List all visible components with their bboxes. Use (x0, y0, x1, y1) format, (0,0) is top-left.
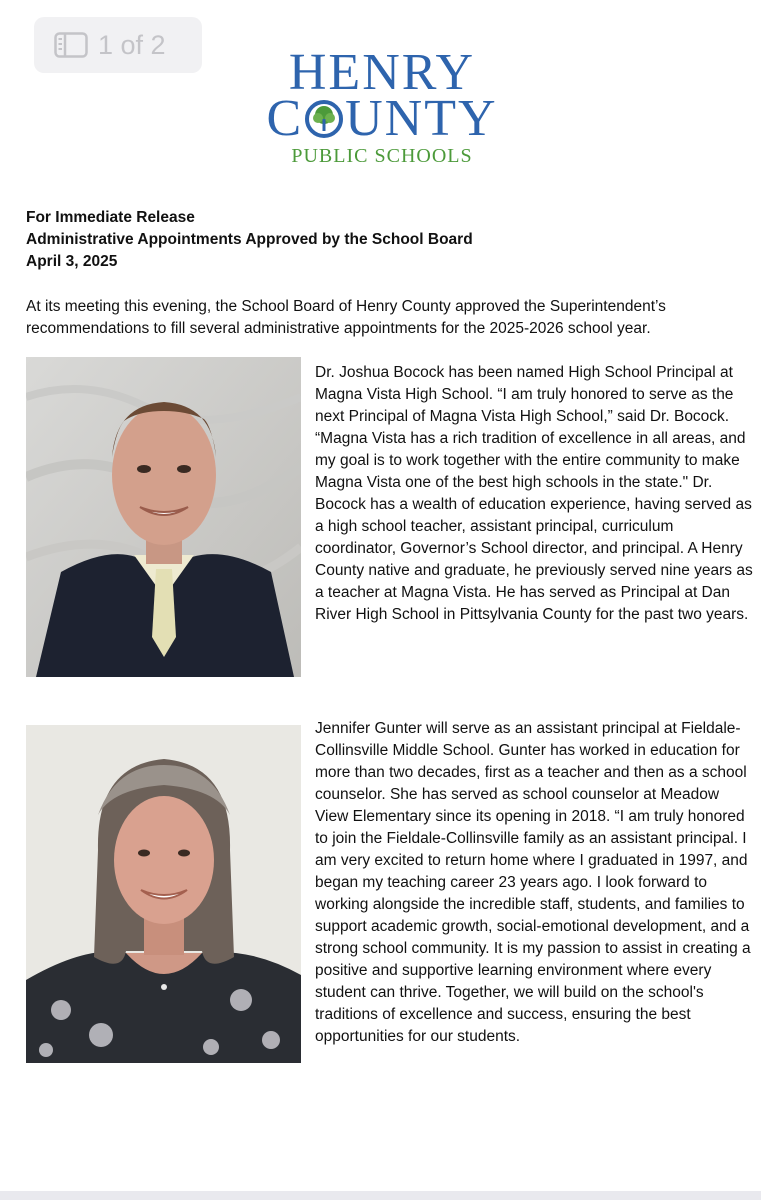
intro-paragraph: At its meeting this evening, the School Board of Henry County approved the Superintendent’s recommendations to fill several administrative appointments for the 2025-2026 school year. (26, 298, 666, 337)
page-indicator-label: 1 of 2 (98, 29, 166, 60)
logo-line-county-left: C (266, 90, 304, 147)
logo-line-henry: HENRY (288, 44, 476, 101)
henry-county-logo (232, 44, 532, 180)
release-label: For Immediate Release (26, 209, 195, 226)
logo-line-county-right: UNTY (345, 90, 498, 147)
bocock-bio: Dr. Joshua Bocock has been named High School Principal at Magna Vista High School. “I am truly honored to serve as the next Principal of Magna Vista High School,” said Dr. Bocock. “Magna Vista has a rich tradition of excellence in all areas, and my goal is to work together with the entire community to make Magna Vista one of the best high schools in the state." Dr. Bocock has a wealth of education experience, having served as a high school teacher, assistant principal, curriculum coordinator, Governor’s School director, and principal. A Henry County native and graduate, he previously served nine years as a teacher at Magna Vista. He has served as Principal at Dan River High School in Pittsylvania County for the past two years. (315, 364, 753, 623)
tree-icon (304, 99, 344, 139)
portrait-woman-floral-top (26, 725, 301, 1063)
release-header (26, 207, 473, 273)
portrait-man-dark-suit (26, 357, 301, 677)
release-date: April 3, 2025 (26, 253, 118, 270)
release-title: Administrative Appointments Approved by the School Board (26, 231, 473, 248)
viewer-bottom-bar (0, 1191, 761, 1200)
bocock-photo (26, 357, 301, 677)
sidebar-toggle-icon (54, 32, 88, 58)
page-indicator[interactable] (34, 17, 202, 73)
gunter-photo (26, 725, 301, 1063)
gunter-bio: Jennifer Gunter will serve as an assistant principal at Fieldale-Collinsville Middle School. Gunter has worked in education for more than two decades, first as a teacher and then as a school counselor. She has served as school counselor at Meadow View Elementary since its opening in 2018. “I am truly honored to join the Fieldale-Collinsville family as an assistant principal. I am very excited to return home where I graduated in 1997, and began my teaching career 23 years ago. I look forward to working alongside the incredible staff, students, and families to support academic growth, social-emotional development, and a strong school community. It is my passion to assist in creating a positive and supportive learning environment where every student can thrive. Together, we will build on the school's traditions of excellence and success, ensuring the best opportunities for our students. (315, 720, 751, 1045)
logo-line-county (232, 90, 532, 147)
logo-line-public-schools: PUBLIC SCHOOLS (291, 145, 473, 167)
